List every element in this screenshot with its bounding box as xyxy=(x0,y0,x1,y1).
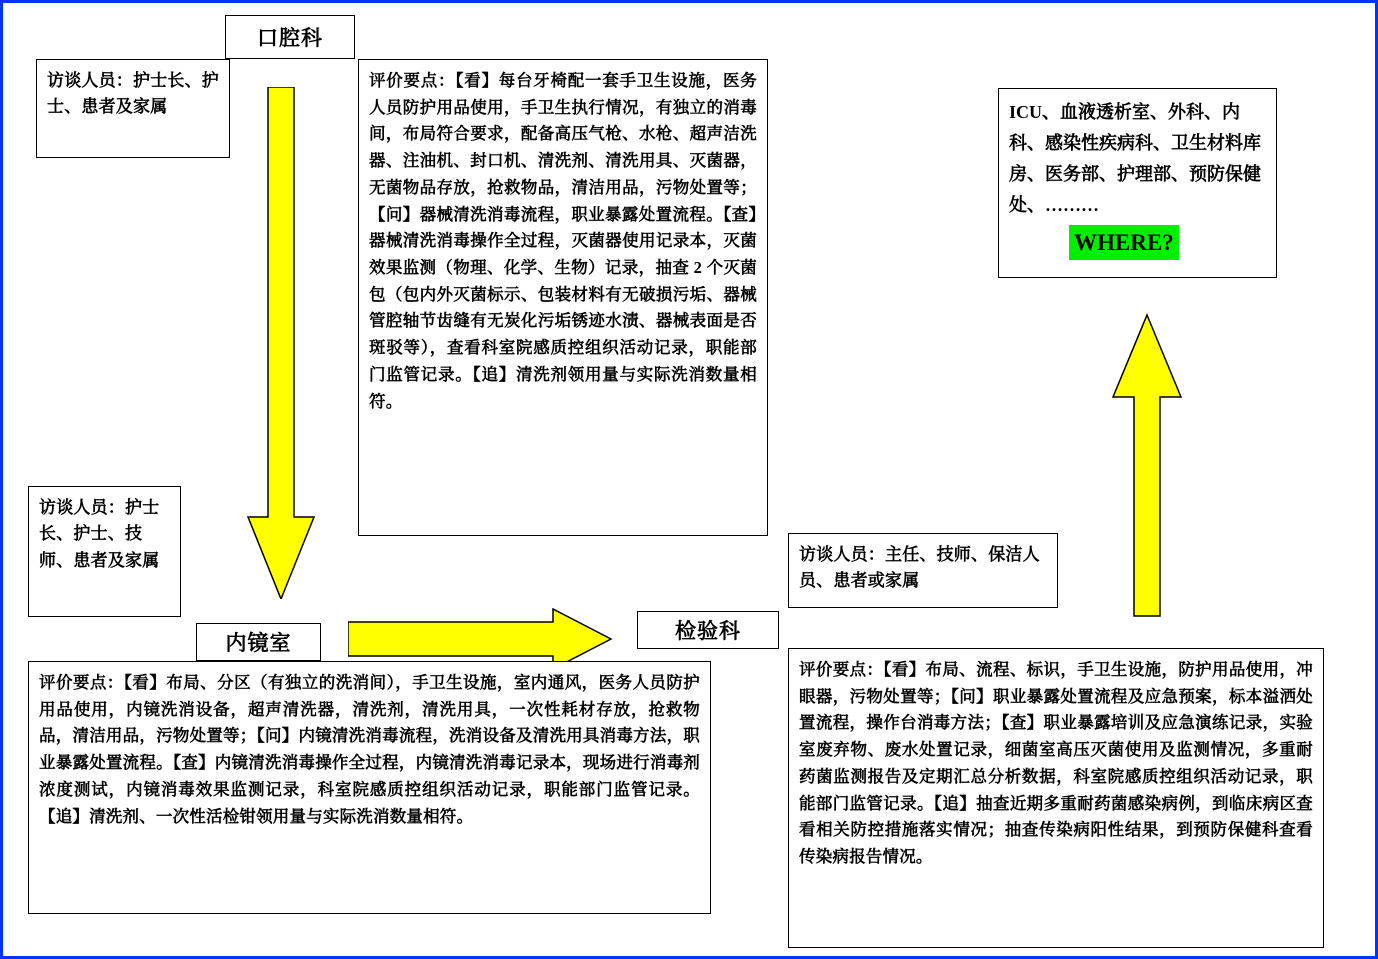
where-department-list: ICU、血液透析室、外科、内科、感染性疾病科、卫生材料库房、医务部、护理部、预防保健处、……… xyxy=(1009,102,1261,215)
interview-personnel-laboratory: 访谈人员：主任、技师、保洁人员、患者或家属 xyxy=(788,533,1058,608)
evaluation-points-laboratory: 评价要点：【看】布局、流程、标识，手卫生设施，防护用品使用，冲眼器，污物处置等；【问】职业暴露处置流程及应急预案，标本溢洒处置流程，操作台消毒方法；【查】职业暴露培训及应急演练记录，实验室废弃物、废水处置记录，细菌室高压灭菌使用及监测情况，多重耐药菌监测报告及定期汇总分析数据，科室院感质控组织活动记录，职能部门监管记录。【追】抽查近期多重耐药菌感染病例，到临床病区查看相关防控措施落实情况；抽查传染病阳性结果，到预防保健科查看传染病报告情况。 xyxy=(788,648,1324,948)
department-title-oral: 口腔科 xyxy=(225,15,355,59)
where-panel xyxy=(998,88,1277,278)
evaluation-points-oral: 评价要点：【看】每台牙椅配一套手卫生设施，医务人员防护用品使用，手卫生执行情况，有独立的消毒间，布局符合要求，配备高压气枪、水枪、超声洁洗器、注油机、封口机、清洗剂、清洗用具、灭菌器，无菌物品存放，抢救物品，清洁用品，污物处置等；【问】器械清洗消毒流程，职业暴露处置流程。【查】器械清洗消毒操作全过程，灭菌器使用记录本，灭菌效果监测（物理、化学、生物）记录，抽查 2 个灭菌包（包内外灭菌标示、包装材料有无破损污垢、器械管腔轴节齿缝有无炭化污垢锈迹水渍、器械表面是否斑驳等），查看科室院感质控组织活动记录，职能部门监管记录。【追】清洗剂领用量与实际洗消数量相符。 xyxy=(358,59,768,536)
department-title-laboratory: 检验科 xyxy=(637,611,779,649)
department-title-endoscopy: 内镜室 xyxy=(196,623,321,661)
arrow-up-icon xyxy=(1111,313,1183,618)
arrow-down-icon xyxy=(246,87,316,599)
evaluation-points-endoscopy: 评价要点：【看】布局、分区（有独立的洗消间），手卫生设施，室内通风，医务人员防护用品使用，内镜洗消设备，超声清洗器，清洗剂，清洗用具，一次性耗材存放，抢救物品，清洁用品，污物处置等；【问】内镜清洗消毒流程，洗消设备及清洗用具消毒方法，职业暴露处置流程。【查】内镜清洗消毒操作全过程，内镜清洗消毒记录本，现场进行消毒剂浓度测试，内镜消毒效果监测记录，科室院感质控组织活动记录，职能部门监管记录。【追】清洗剂、一次性活检钳领用量与实际洗消数量相符。 xyxy=(28,661,711,914)
interview-personnel-oral: 访谈人员：护士长、护士、患者及家属 xyxy=(36,59,230,158)
interview-personnel-endoscopy: 访谈人员：护士长、护士、技师、患者及家属 xyxy=(28,486,181,617)
where-highlight-label: WHERE? xyxy=(1069,225,1179,260)
